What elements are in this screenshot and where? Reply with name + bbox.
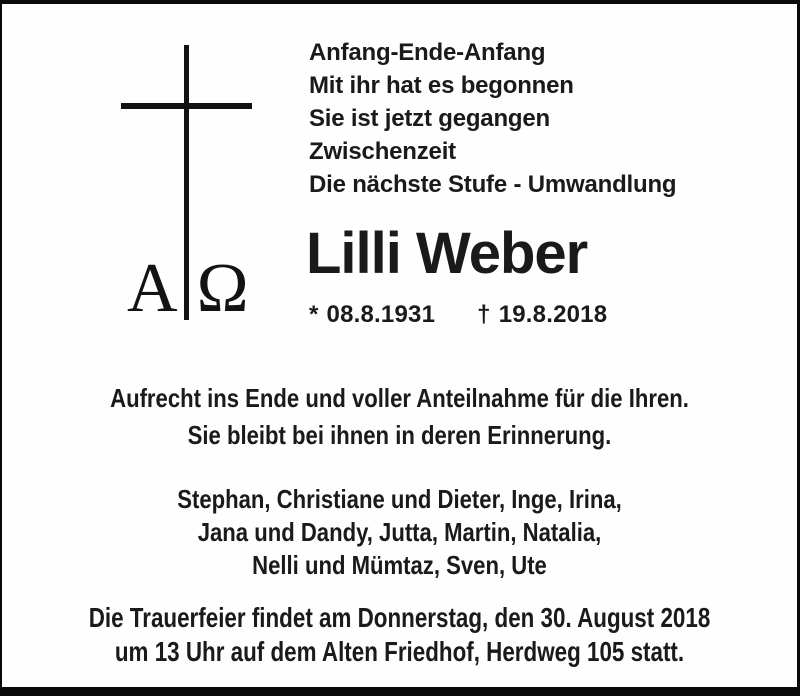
birth-date-value: 08.8.1931 [326, 301, 436, 328]
alpha-symbol: A [127, 250, 178, 327]
poem-line: Anfang-Ende-Anfang [309, 39, 546, 66]
tribute-text [62, 380, 738, 454]
tribute-line: Aufrecht ins Ende und voller Anteilnahme für die Ihren. [110, 383, 689, 413]
mourners-line: Jana und Dandy, Jutta, Martin, Natalia, [197, 517, 602, 547]
cross-horizontal-bar [121, 103, 252, 109]
omega-symbol: Ω [196, 250, 249, 327]
death-dagger-symbol: † [477, 301, 491, 328]
death-date [477, 301, 607, 329]
mourners-line: Stephan, Christiane und Dieter, Inge, Irina, [177, 484, 622, 514]
poem-line: Mit ihr hat es begonnen [309, 72, 574, 99]
life-dates [309, 301, 607, 329]
mourners-list [62, 483, 738, 582]
birth-star-symbol: * [309, 301, 319, 328]
birth-date [309, 301, 435, 329]
poem-line: Zwischenzeit [309, 138, 456, 165]
mourners-line: Nelli und Mümtaz, Sven, Ute [252, 550, 547, 580]
funeral-info [82, 601, 718, 669]
tribute-line: Sie bleibt bei ihnen in deren Erinnerung. [187, 420, 612, 450]
deceased-name: Lilli Weber [306, 221, 588, 286]
poem-line: Sie ist jetzt gegangen [309, 105, 550, 132]
funeral-line: um 13 Uhr auf dem Alten Friedhof, Herdweg 105 statt. [114, 636, 685, 667]
poem [309, 36, 676, 201]
funeral-line: Die Trauerfeier findet am Donnerstag, den 30. August 2018 [88, 602, 711, 633]
death-date-value: 19.8.2018 [498, 301, 608, 328]
alpha-omega-symbols [127, 250, 249, 327]
poem-line: Die nächste Stufe - Umwandlung [309, 171, 677, 198]
